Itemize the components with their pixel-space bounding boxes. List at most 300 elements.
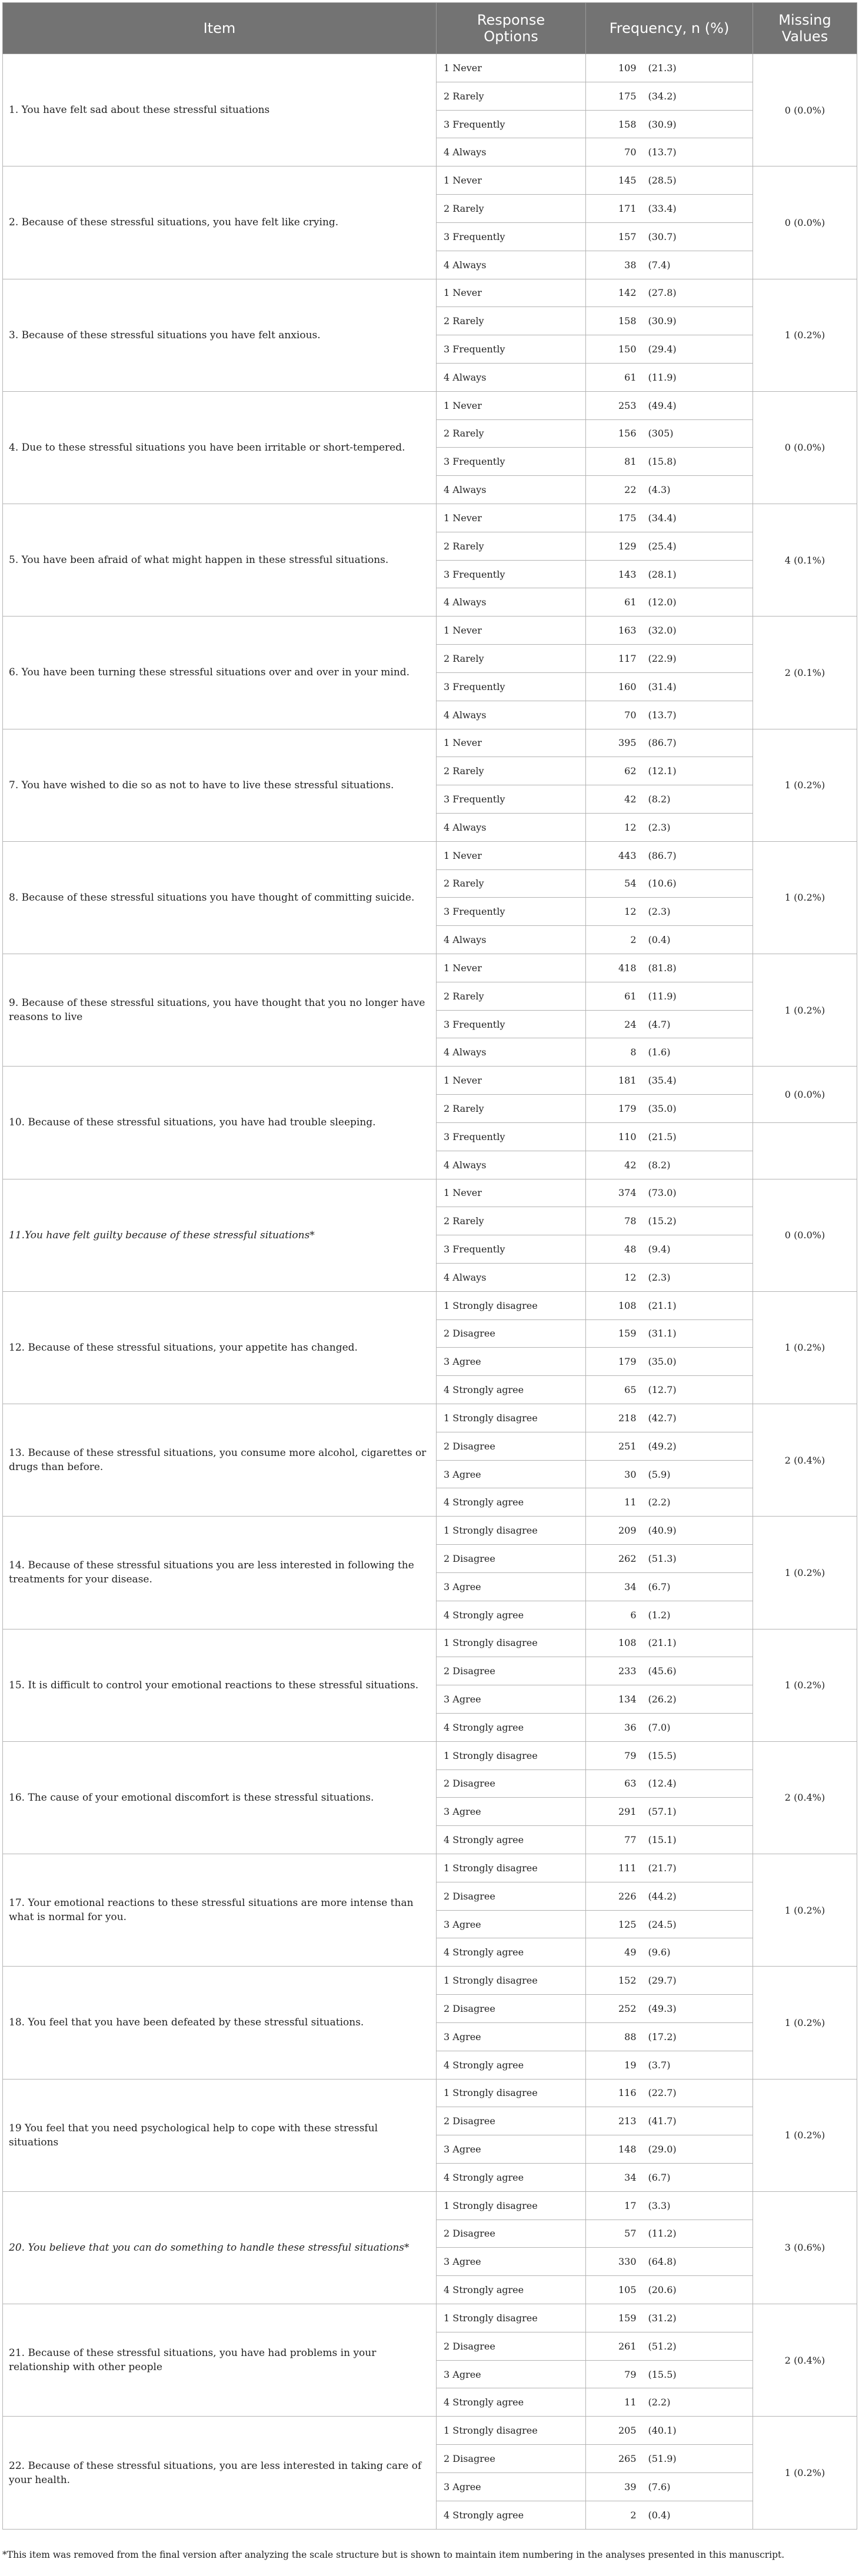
frequency-count: 79 xyxy=(586,1741,645,1769)
frequency-count: 125 xyxy=(586,1910,645,1938)
frequency-percent: (34.2) xyxy=(645,82,753,110)
response-option: 3 Agree xyxy=(437,1460,586,1488)
frequency-percent: (22.7) xyxy=(645,2079,753,2107)
response-option: 2 Disagree xyxy=(437,1319,586,1348)
response-option: 1 Never xyxy=(437,391,586,419)
frequency-count: 11 xyxy=(586,2388,645,2417)
frequency-percent: (17.2) xyxy=(645,2022,753,2051)
header-missing-line2: Values xyxy=(781,28,828,45)
frequency-percent: (3.7) xyxy=(645,2051,753,2079)
frequency-count: 374 xyxy=(586,1179,645,1207)
response-option: 3 Agree xyxy=(437,2022,586,2051)
item-text: 4. Due to these stressful situations you have been irritable or short-tempered. xyxy=(3,391,437,504)
frequency-percent: (27.8) xyxy=(645,279,753,307)
frequency-count: 157 xyxy=(586,222,645,251)
frequency-count: 34 xyxy=(586,1572,645,1601)
response-option: 2 Rarely xyxy=(437,307,586,335)
missing-values: 1 (0.2%) xyxy=(753,2079,857,2191)
table-row xyxy=(3,841,857,869)
frequency-count: 117 xyxy=(586,645,645,673)
header-row xyxy=(3,3,857,54)
response-option: 3 Frequently xyxy=(437,785,586,814)
frequency-percent: (21.3) xyxy=(645,54,753,82)
frequency-count: 2 xyxy=(586,926,645,954)
response-option: 1 Never xyxy=(437,616,586,645)
response-option: 4 Always xyxy=(437,363,586,391)
response-option: 4 Always xyxy=(437,251,586,279)
missing-values: 1 (0.2%) xyxy=(753,1629,857,1741)
response-option: 2 Disagree xyxy=(437,1882,586,1910)
item-text: 20. You believe that you can do something to handle these stressful situations* xyxy=(3,2191,437,2304)
frequency-percent: (26.2) xyxy=(645,1685,753,1714)
response-option: 4 Strongly agree xyxy=(437,1826,586,1854)
frequency-count: 143 xyxy=(586,560,645,588)
response-option: 1 Strongly disagree xyxy=(437,1854,586,1882)
frequency-count: 181 xyxy=(586,1067,645,1095)
response-option: 4 Always xyxy=(437,701,586,729)
header-response-line2: Options xyxy=(484,28,538,45)
frequency-percent: (73.0) xyxy=(645,1179,753,1207)
frequency-percent: (31.2) xyxy=(645,2304,753,2332)
frequency-count: 39 xyxy=(586,2472,645,2501)
frequency-percent: (6.7) xyxy=(645,1572,753,1601)
missing-values: 2 (0.4%) xyxy=(753,2304,857,2417)
frequency-percent: (4.7) xyxy=(645,1010,753,1038)
frequency-percent: (13.7) xyxy=(645,701,753,729)
item-text: 2. Because of these stressful situations, you have felt like crying. xyxy=(3,166,437,279)
header-response-line1: Response xyxy=(477,12,545,28)
frequency-percent: (305) xyxy=(645,419,753,448)
frequency-percent: (34.4) xyxy=(645,504,753,532)
frequency-percent: (57.1) xyxy=(645,1798,753,1826)
item-text: 16. The cause of your emotional discomfort is these stressful situations. xyxy=(3,1741,437,1854)
item-text: 22. Because of these stressful situations, you are less interested in taking care of your health. xyxy=(3,2417,437,2530)
response-option: 3 Frequently xyxy=(437,222,586,251)
table-row xyxy=(3,2304,857,2332)
response-option: 1 Strongly disagree xyxy=(437,1404,586,1432)
frequency-count: 70 xyxy=(586,701,645,729)
frequency-percent: (15.5) xyxy=(645,1741,753,1769)
response-option: 2 Disagree xyxy=(437,1769,586,1798)
frequency-percent: (21.1) xyxy=(645,1291,753,1319)
frequency-count: 108 xyxy=(586,1629,645,1657)
response-option: 1 Never xyxy=(437,279,586,307)
frequency-percent: (35.0) xyxy=(645,1095,753,1123)
frequency-percent: (29.7) xyxy=(645,1967,753,1995)
response-option: 4 Always xyxy=(437,1151,586,1179)
frequency-percent: (21.5) xyxy=(645,1122,753,1151)
footnote: *This item was removed from the final version after analyzing the scale structure but is shown to maintain item numbering in the analyses presented in this manuscript. xyxy=(2,2550,785,2560)
frequency-count: 65 xyxy=(586,1376,645,1404)
frequency-percent: (51.2) xyxy=(645,2332,753,2360)
missing-values: 1 (0.2%) xyxy=(753,1517,857,1629)
missing-values: 0 (0.0%) xyxy=(753,54,857,166)
item-text: 8. Because of these stressful situations you have thought of committing suicide. xyxy=(3,841,437,954)
response-option: 2 Disagree xyxy=(437,1995,586,2023)
frequency-percent: (44.2) xyxy=(645,1882,753,1910)
response-option: 4 Strongly agree xyxy=(437,2051,586,2079)
table-row xyxy=(3,504,857,532)
frequency-percent: (35.0) xyxy=(645,1348,753,1376)
table-row xyxy=(3,1291,857,1319)
response-option: 2 Disagree xyxy=(437,1545,586,1573)
frequency-percent: (12.0) xyxy=(645,588,753,616)
response-option: 3 Agree xyxy=(437,2472,586,2501)
frequency-count: 252 xyxy=(586,1995,645,2023)
missing-values: 0 (0.0%) xyxy=(753,1179,857,1291)
frequency-percent: (20.6) xyxy=(645,2276,753,2304)
item-text: 19 You feel that you need psychological help to cope with these stressful situations xyxy=(3,2079,437,2191)
frequency-count: 81 xyxy=(586,448,645,476)
response-option: 4 Strongly agree xyxy=(437,1488,586,1517)
response-option: 3 Frequently xyxy=(437,1235,586,1264)
frequency-percent: (30.9) xyxy=(645,110,753,138)
frequency-percent: (41.7) xyxy=(645,2107,753,2135)
frequency-percent: (11.9) xyxy=(645,982,753,1010)
response-option: 3 Agree xyxy=(437,1348,586,1376)
missing-values: 1 (0.2%) xyxy=(753,279,857,391)
frequency-count: 62 xyxy=(586,757,645,785)
frequency-count: 156 xyxy=(586,419,645,448)
response-option: 4 Always xyxy=(437,588,586,616)
response-option: 2 Disagree xyxy=(437,1657,586,1685)
header-missing-values xyxy=(753,3,857,54)
frequency-percent: (1.6) xyxy=(645,1038,753,1067)
frequency-percent: (15.8) xyxy=(645,448,753,476)
table-row xyxy=(3,1517,857,1545)
frequency-percent: (25.4) xyxy=(645,532,753,560)
table-row xyxy=(3,1404,857,1432)
frequency-percent: (13.7) xyxy=(645,138,753,166)
frequency-percent: (49.2) xyxy=(645,1432,753,1460)
frequency-count: 251 xyxy=(586,1432,645,1460)
frequency-count: 49 xyxy=(586,1938,645,1967)
frequency-percent: (22.9) xyxy=(645,645,753,673)
header-frequency: Frequency, n (%) xyxy=(586,3,753,54)
frequency-percent: (5.9) xyxy=(645,1460,753,1488)
frequency-count: 261 xyxy=(586,2332,645,2360)
data-table xyxy=(2,2,857,2530)
response-option: 3 Frequently xyxy=(437,1122,586,1151)
missing-values: 1 (0.2%) xyxy=(753,1967,857,2079)
response-option: 1 Strongly disagree xyxy=(437,2304,586,2332)
frequency-count: 205 xyxy=(586,2417,645,2445)
response-option: 1 Strongly disagree xyxy=(437,2191,586,2220)
frequency-count: 79 xyxy=(586,2360,645,2388)
table-row xyxy=(3,729,857,757)
frequency-count: 54 xyxy=(586,869,645,898)
item-text: 10. Because of these stressful situations, you have had trouble sleeping. xyxy=(3,1067,437,1179)
response-option: 4 Always xyxy=(437,476,586,504)
frequency-count: 11 xyxy=(586,1488,645,1517)
frequency-count: 218 xyxy=(586,1404,645,1432)
frequency-percent: (8.2) xyxy=(645,1151,753,1179)
header-response-options xyxy=(437,3,586,54)
frequency-percent: (64.8) xyxy=(645,2248,753,2276)
frequency-count: 142 xyxy=(586,279,645,307)
table-row xyxy=(3,2079,857,2107)
response-option: 4 Strongly agree xyxy=(437,1601,586,1629)
frequency-count: 152 xyxy=(586,1967,645,1995)
response-option: 3 Frequently xyxy=(437,448,586,476)
response-option: 1 Strongly disagree xyxy=(437,2417,586,2445)
frequency-count: 88 xyxy=(586,2022,645,2051)
response-option: 1 Never xyxy=(437,504,586,532)
response-option: 4 Strongly agree xyxy=(437,1376,586,1404)
frequency-count: 171 xyxy=(586,195,645,223)
frequency-percent: (32.0) xyxy=(645,616,753,645)
table-row xyxy=(3,954,857,982)
frequency-percent: (15.2) xyxy=(645,1207,753,1235)
response-option: 3 Frequently xyxy=(437,560,586,588)
frequency-count: 330 xyxy=(586,2248,645,2276)
frequency-count: 12 xyxy=(586,898,645,926)
response-option: 4 Always xyxy=(437,138,586,166)
frequency-count: 111 xyxy=(586,1854,645,1882)
response-option: 2 Rarely xyxy=(437,982,586,1010)
response-option: 3 Agree xyxy=(437,1798,586,1826)
frequency-count: 265 xyxy=(586,2445,645,2473)
frequency-count: 12 xyxy=(586,813,645,841)
frequency-count: 63 xyxy=(586,1769,645,1798)
response-option: 3 Frequently xyxy=(437,110,586,138)
frequency-count: 42 xyxy=(586,785,645,814)
frequency-percent: (15.1) xyxy=(645,1826,753,1854)
item-text: 3. Because of these stressful situations you have felt anxious. xyxy=(3,279,437,391)
frequency-percent: (11.9) xyxy=(645,363,753,391)
item-text: 9. Because of these stressful situations, you have thought that you no longer have reasons to live xyxy=(3,954,437,1067)
frequency-percent: (2.3) xyxy=(645,898,753,926)
frequency-count: 30 xyxy=(586,1460,645,1488)
item-text: 14. Because of these stressful situations you are less interested in following the treatments for your disease. xyxy=(3,1517,437,1629)
frequency-percent: (2.2) xyxy=(645,1488,753,1517)
frequency-count: 12 xyxy=(586,1263,645,1291)
response-option: 1 Strongly disagree xyxy=(437,1967,586,1995)
frequency-count: 70 xyxy=(586,138,645,166)
response-option: 2 Rarely xyxy=(437,869,586,898)
frequency-percent: (51.9) xyxy=(645,2445,753,2473)
missing-values: 1 (0.2%) xyxy=(753,1854,857,1967)
frequency-count: 175 xyxy=(586,504,645,532)
frequency-percent: (11.2) xyxy=(645,2220,753,2248)
frequency-percent: (7.4) xyxy=(645,251,753,279)
frequency-percent: (1.2) xyxy=(645,1601,753,1629)
frequency-percent: (24.5) xyxy=(645,1910,753,1938)
response-option: 1 Never xyxy=(437,1179,586,1207)
frequency-percent: (10.6) xyxy=(645,869,753,898)
missing-values: 2 (0.4%) xyxy=(753,1404,857,1517)
response-option: 2 Rarely xyxy=(437,1207,586,1235)
frequency-count: 233 xyxy=(586,1657,645,1685)
frequency-count: 262 xyxy=(586,1545,645,1573)
response-option: 3 Agree xyxy=(437,1685,586,1714)
frequency-count: 175 xyxy=(586,82,645,110)
missing-values: 0 (0.0%) xyxy=(753,166,857,279)
frequency-percent: (29.4) xyxy=(645,335,753,364)
frequency-percent: (51.3) xyxy=(645,1545,753,1573)
frequency-count: 8 xyxy=(586,1038,645,1067)
table-row xyxy=(3,391,857,419)
response-option: 1 Never xyxy=(437,841,586,869)
missing-values: 1 (0.2%) xyxy=(753,1291,857,1404)
frequency-count: 24 xyxy=(586,1010,645,1038)
table-row xyxy=(3,1629,857,1657)
table-row xyxy=(3,2417,857,2445)
response-option: 3 Frequently xyxy=(437,1010,586,1038)
response-option: 4 Strongly agree xyxy=(437,1713,586,1741)
frequency-percent: (42.7) xyxy=(645,1404,753,1432)
missing-values: 1 (0.2%) xyxy=(753,954,857,1067)
table-row xyxy=(3,279,857,307)
frequency-count: 36 xyxy=(586,1713,645,1741)
item-text: 11.You have felt guilty because of these stressful situations* xyxy=(3,1179,437,1291)
frequency-percent: (0.4) xyxy=(645,926,753,954)
frequency-percent: (21.1) xyxy=(645,1629,753,1657)
frequency-percent: (7.0) xyxy=(645,1713,753,1741)
response-option: 4 Strongly agree xyxy=(437,2501,586,2529)
frequency-count: 116 xyxy=(586,2079,645,2107)
missing-values-empty xyxy=(753,1151,857,1179)
frequency-count: 2 xyxy=(586,2501,645,2529)
frequency-count: 109 xyxy=(586,54,645,82)
item-text: 5. You have been afraid of what might happen in these stressful situations. xyxy=(3,504,437,616)
frequency-count: 145 xyxy=(586,166,645,195)
frequency-percent: (4.3) xyxy=(645,476,753,504)
frequency-count: 34 xyxy=(586,2163,645,2191)
frequency-count: 418 xyxy=(586,954,645,982)
frequency-percent: (33.4) xyxy=(645,195,753,223)
frequency-count: 48 xyxy=(586,1235,645,1264)
frequency-count: 179 xyxy=(586,1348,645,1376)
frequency-count: 160 xyxy=(586,672,645,701)
item-text: 12. Because of these stressful situations, your appetite has changed. xyxy=(3,1291,437,1404)
frequency-percent: (49.4) xyxy=(645,391,753,419)
response-option: 2 Disagree xyxy=(437,2332,586,2360)
item-text: 6. You have been turning these stressful situations over and over in your mind. xyxy=(3,616,437,729)
frequency-count: 159 xyxy=(586,1319,645,1348)
frequency-count: 209 xyxy=(586,1517,645,1545)
frequency-percent: (30.9) xyxy=(645,307,753,335)
response-option: 3 Frequently xyxy=(437,672,586,701)
item-text: 21. Because of these stressful situations, you have had problems in your relationship with other people xyxy=(3,2304,437,2417)
table-row xyxy=(3,1067,857,1095)
frequency-percent: (81.8) xyxy=(645,954,753,982)
response-option: 1 Never xyxy=(437,729,586,757)
response-option: 4 Strongly agree xyxy=(437,2388,586,2417)
table-row xyxy=(3,1179,857,1207)
frequency-percent: (29.0) xyxy=(645,2135,753,2164)
response-option: 1 Strongly disagree xyxy=(437,1517,586,1545)
frequency-percent: (30.7) xyxy=(645,222,753,251)
frequency-count: 291 xyxy=(586,1798,645,1826)
missing-values-empty xyxy=(753,1122,857,1151)
missing-values: 1 (0.2%) xyxy=(753,841,857,954)
response-option: 1 Strongly disagree xyxy=(437,1629,586,1657)
response-option: 2 Rarely xyxy=(437,1095,586,1123)
frequency-count: 77 xyxy=(586,1826,645,1854)
frequency-count: 253 xyxy=(586,391,645,419)
frequency-count: 159 xyxy=(586,2304,645,2332)
frequency-count: 226 xyxy=(586,1882,645,1910)
frequency-count: 61 xyxy=(586,588,645,616)
response-option: 2 Rarely xyxy=(437,195,586,223)
table-body xyxy=(3,54,857,2530)
missing-values: 2 (0.4%) xyxy=(753,1741,857,1854)
response-option: 4 Strongly agree xyxy=(437,1938,586,1967)
frequency-percent: (9.6) xyxy=(645,1938,753,1967)
frequency-percent: (6.7) xyxy=(645,2163,753,2191)
frequency-count: 22 xyxy=(586,476,645,504)
frequency-percent: (2.3) xyxy=(645,1263,753,1291)
response-option: 2 Disagree xyxy=(437,1432,586,1460)
frequency-percent: (2.3) xyxy=(645,813,753,841)
item-text: 15. It is difficult to control your emotional reactions to these stressful situations. xyxy=(3,1629,437,1741)
missing-values: 4 (0.1%) xyxy=(753,504,857,616)
frequency-count: 150 xyxy=(586,335,645,364)
frequency-count: 129 xyxy=(586,532,645,560)
response-option: 1 Never xyxy=(437,1067,586,1095)
response-option: 3 Frequently xyxy=(437,335,586,364)
frequency-percent: (49.3) xyxy=(645,1995,753,2023)
frequency-percent: (86.7) xyxy=(645,729,753,757)
frequency-count: 38 xyxy=(586,251,645,279)
frequency-percent: (12.7) xyxy=(645,1376,753,1404)
response-option: 1 Never xyxy=(437,54,586,82)
frequency-count: 105 xyxy=(586,2276,645,2304)
response-option: 2 Rarely xyxy=(437,82,586,110)
missing-values: 2 (0.1%) xyxy=(753,616,857,729)
response-option: 1 Never xyxy=(437,166,586,195)
frequency-count: 148 xyxy=(586,2135,645,2164)
frequency-count: 57 xyxy=(586,2220,645,2248)
frequency-percent: (0.4) xyxy=(645,2501,753,2529)
response-option: 1 Strongly disagree xyxy=(437,2079,586,2107)
frequency-percent: (8.2) xyxy=(645,785,753,814)
header-missing-line1: Missing xyxy=(778,12,831,28)
table-row xyxy=(3,1854,857,1882)
table-row xyxy=(3,2191,857,2220)
response-option: 4 Always xyxy=(437,926,586,954)
frequency-percent: (3.3) xyxy=(645,2191,753,2220)
table-row xyxy=(3,1967,857,1995)
frequency-count: 158 xyxy=(586,110,645,138)
frequency-count: 108 xyxy=(586,1291,645,1319)
response-option: 3 Agree xyxy=(437,1572,586,1601)
frequency-count: 443 xyxy=(586,841,645,869)
frequency-count: 134 xyxy=(586,1685,645,1714)
frequency-percent: (12.4) xyxy=(645,1769,753,1798)
response-option: 3 Agree xyxy=(437,2248,586,2276)
missing-values: 1 (0.2%) xyxy=(753,2417,857,2530)
frequency-count: 61 xyxy=(586,363,645,391)
frequency-percent: (12.1) xyxy=(645,757,753,785)
frequency-percent: (2.2) xyxy=(645,2388,753,2417)
response-option: 4 Strongly agree xyxy=(437,2163,586,2191)
frequency-percent: (31.4) xyxy=(645,672,753,701)
table-row xyxy=(3,1741,857,1769)
frequency-count: 42 xyxy=(586,1151,645,1179)
frequency-percent: (35.4) xyxy=(645,1067,753,1095)
frequency-percent: (15.5) xyxy=(645,2360,753,2388)
frequency-percent: (21.7) xyxy=(645,1854,753,1882)
frequency-percent: (28.5) xyxy=(645,166,753,195)
response-option: 3 Agree xyxy=(437,2135,586,2164)
item-text: 1. You have felt sad about these stressful situations xyxy=(3,54,437,166)
response-option: 2 Disagree xyxy=(437,2220,586,2248)
response-option: 4 Always xyxy=(437,813,586,841)
response-option: 3 Frequently xyxy=(437,898,586,926)
response-option: 2 Rarely xyxy=(437,645,586,673)
